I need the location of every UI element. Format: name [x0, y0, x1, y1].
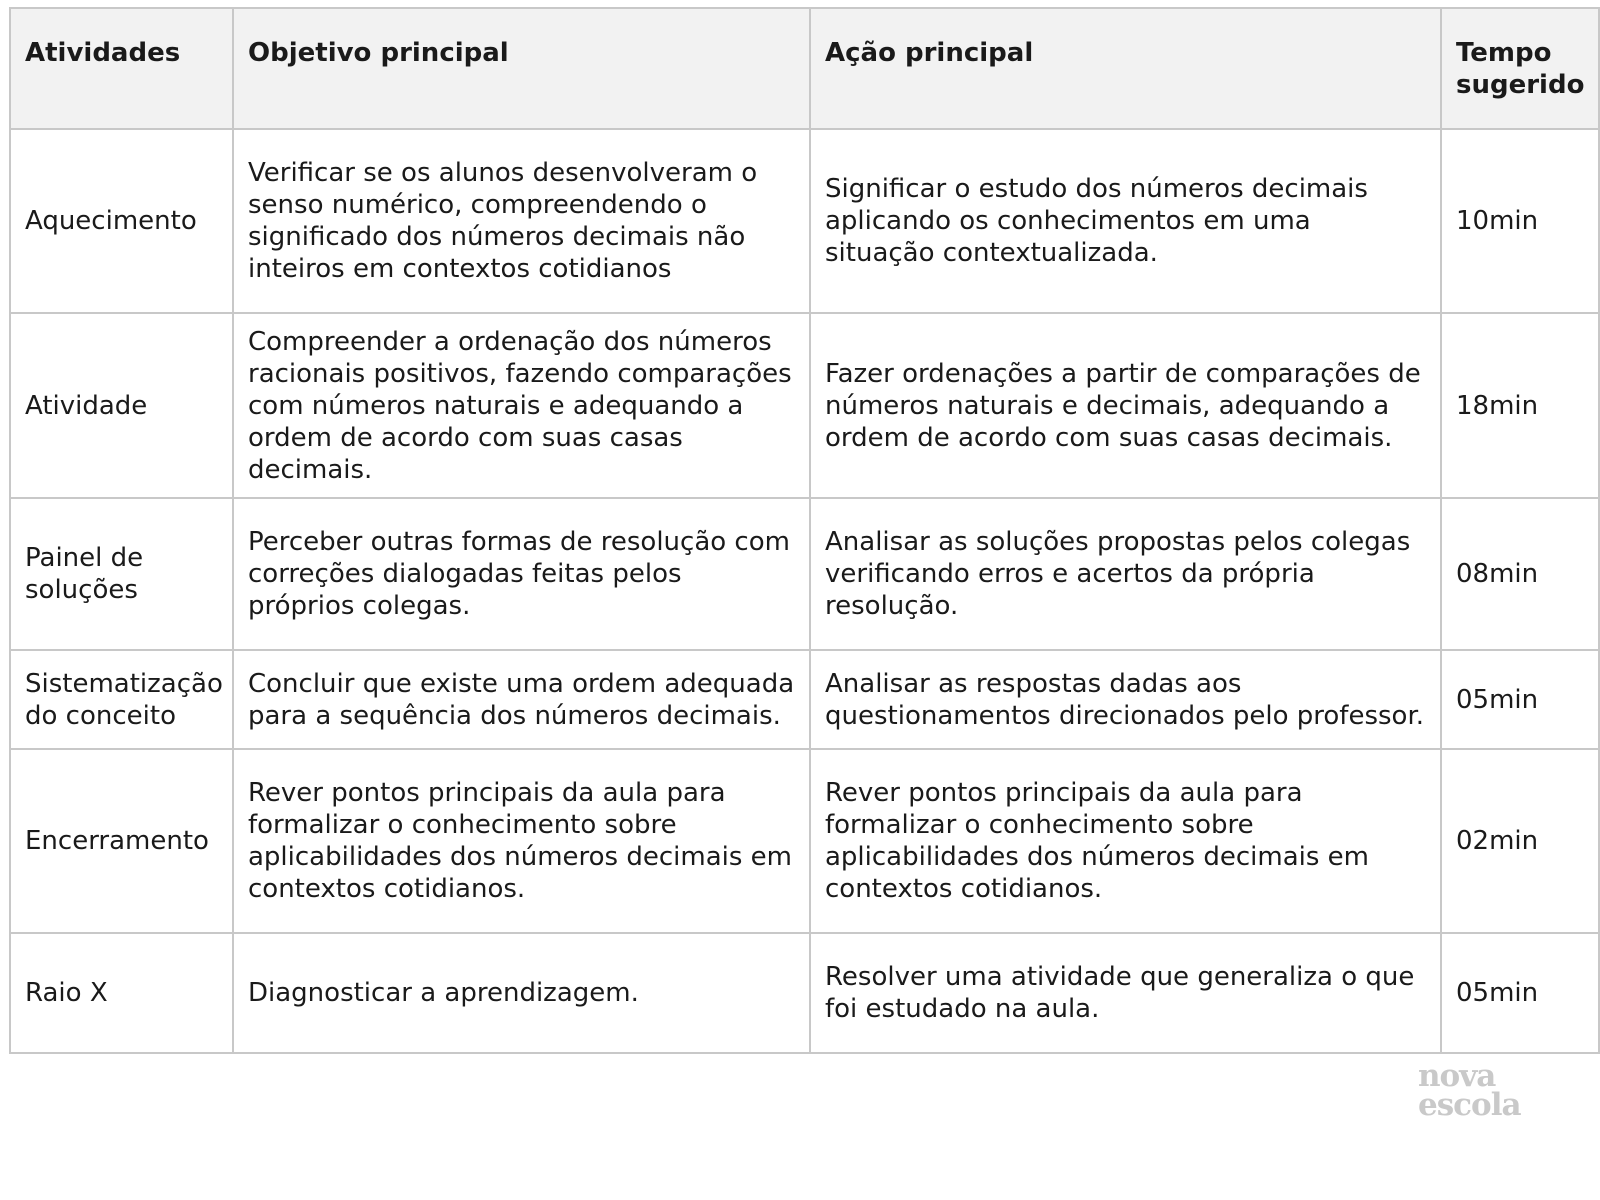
cell-tempo: 10min: [1441, 129, 1599, 313]
header-tempo: Tempo sugerido: [1441, 8, 1599, 129]
table-row: [10, 313, 1599, 498]
table-header-row: [10, 8, 1599, 129]
header-atividades: Atividades: [10, 8, 233, 129]
table-row: [10, 749, 1599, 933]
cell-atividade: Sistematização do conceito: [10, 650, 233, 749]
cell-acao: Analisar as soluções propostas pelos colegas verificando erros e acertos da própria resolução.: [810, 498, 1441, 650]
cell-tempo: 08min: [1441, 498, 1599, 650]
table-row: [10, 129, 1599, 313]
cell-acao: Resolver uma atividade que generaliza o que foi estudado na aula.: [810, 933, 1441, 1053]
cell-atividade: Painel de soluções: [10, 498, 233, 650]
logo-line-1: nova: [1418, 1058, 1496, 1094]
cell-atividade: Encerramento: [10, 749, 233, 933]
cell-tempo: 02min: [1441, 749, 1599, 933]
cell-acao: Fazer ordenações a partir de comparações de números naturais e decimais, adequando a ordem de acordo com suas casas decimais.: [810, 313, 1441, 498]
cell-atividade: Raio X: [10, 933, 233, 1053]
cell-objetivo: Compreender a ordenação dos números racionais positivos, fazendo comparações com números naturais e adequando a ordem de acordo com suas casas decimais.: [233, 313, 810, 498]
cell-tempo: 18min: [1441, 313, 1599, 498]
table-row: [10, 650, 1599, 749]
table-row: [10, 933, 1599, 1053]
logo-line-2: escola: [1418, 1087, 1521, 1123]
nova-escola-logo: [1418, 1058, 1538, 1123]
cell-acao: Significar o estudo dos números decimais aplicando os conhecimentos em uma situação contextualizada.: [810, 129, 1441, 313]
table-row: [10, 498, 1599, 650]
cell-tempo: 05min: [1441, 650, 1599, 749]
cell-objetivo: Perceber outras formas de resolução com correções dialogadas feitas pelos próprios colegas.: [233, 498, 810, 650]
header-objetivo: Objetivo principal: [233, 8, 810, 129]
lesson-plan-table: [9, 7, 1600, 1054]
cell-objetivo: Diagnosticar a aprendizagem.: [233, 933, 810, 1053]
cell-tempo: 05min: [1441, 933, 1599, 1053]
cell-acao: Analisar as respostas dadas aos questionamentos direcionados pelo professor.: [810, 650, 1441, 749]
cell-objetivo: Verificar se os alunos desenvolveram o senso numérico, compreendendo o significado dos números decimais não inteiros em contextos cotidianos: [233, 129, 810, 313]
header-acao: Ação principal: [810, 8, 1441, 129]
cell-acao: Rever pontos principais da aula para formalizar o conhecimento sobre aplicabilidades dos números decimais em contextos cotidianos.: [810, 749, 1441, 933]
cell-atividade: Atividade: [10, 313, 233, 498]
cell-objetivo: Concluir que existe uma ordem adequada para a sequência dos números decimais.: [233, 650, 810, 749]
cell-objetivo: Rever pontos principais da aula para formalizar o conhecimento sobre aplicabilidades dos números decimais em contextos cotidianos.: [233, 749, 810, 933]
cell-atividade: Aquecimento: [10, 129, 233, 313]
